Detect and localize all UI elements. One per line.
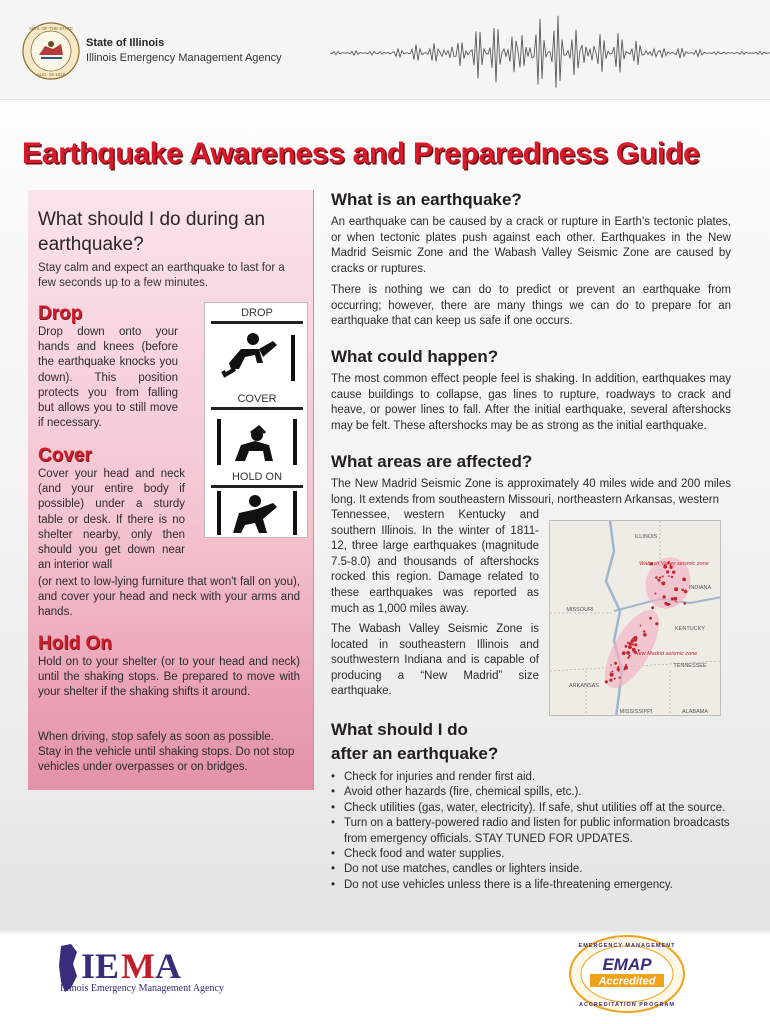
epicenter-dot	[662, 595, 665, 598]
epicenter-dot	[671, 597, 674, 600]
epicenter-dot	[634, 636, 638, 640]
during-earthquake-panel	[28, 190, 314, 790]
seismic-zone-map	[549, 520, 721, 716]
divider	[211, 407, 303, 410]
epicenter-dot	[671, 576, 673, 578]
checklist-item: • Turn on a battery-powered radio and listen for public information broadcasts from emergency officials. STAY TUNED FOR UPDATES.	[331, 816, 739, 847]
epicenter-dot	[618, 670, 620, 672]
epicenter-dot	[611, 671, 613, 673]
what-is-p2: There is nothing we can do to predict or prevent an earthquake from occurring; however, there are many things we can do to prepare for an earthquake that can keep us safe if one occurs.	[331, 284, 731, 328]
areas-p1b: Tennessee, western Kentucky and southern Illinois. In the winter of 1811-12, three large earthquakes (magnitude 7.5-8.0) and thousands of aftershocks rocked this region. Damage related to these earthquakes was reported as much as 1,000 miles away.	[331, 509, 539, 615]
hold-title: Hold On	[38, 633, 112, 654]
pictogram-label-hold: HOLD ON	[231, 471, 283, 483]
after-heading-1: What should I do	[331, 720, 468, 739]
epicenter-dot	[657, 579, 659, 581]
epicenter-dot	[651, 606, 654, 609]
map-label-indiana: INDIANA	[688, 585, 712, 591]
epicenter-dot	[610, 664, 612, 666]
divider	[211, 321, 303, 324]
epicenter-dot	[662, 575, 664, 577]
epicenter-dot	[629, 642, 632, 645]
svg-text:M: M	[121, 946, 155, 986]
epicenter-dot	[624, 666, 628, 670]
map-label-arkansas: ARKANSAS	[569, 683, 599, 689]
after-heading-2: after an earthquake?	[331, 744, 499, 763]
after-checklist	[331, 770, 739, 893]
state-seal-icon	[22, 22, 80, 80]
checklist-item: • Do not use vehicles unless there is a life-threatening emergency.	[331, 878, 739, 893]
hold-body: Hold on to your shelter (or to your head and neck) until the shaking stops. Be prepared to move with your shelter if the shaking shifts it around.	[38, 656, 300, 699]
epicenter-dot	[629, 655, 631, 657]
epicenter-dot	[631, 638, 633, 640]
epicenter-dot	[649, 617, 652, 620]
divider	[211, 485, 303, 488]
epicenter-dot	[661, 581, 665, 585]
hold-on-pictogram-icon	[211, 489, 303, 537]
map-label-mississippi: MISSISSIPPI	[619, 709, 653, 715]
map-label-kentucky: KENTUCKY	[675, 626, 705, 632]
epicenter-dot	[668, 575, 670, 577]
epicenter-dot	[634, 643, 637, 646]
epicenter-dot	[643, 630, 645, 632]
epicenter-dot	[655, 576, 658, 579]
epicenter-dot	[673, 597, 677, 601]
iema-subtitle: Illinois Emergency Management Agency	[60, 983, 224, 994]
svg-text:I: I	[81, 946, 96, 986]
agency-name: Illinois Emergency Management Agency	[86, 52, 282, 64]
seismic-map-graphic	[550, 521, 721, 716]
epicenter-dot	[625, 645, 628, 648]
checklist-item: • Check for injuries and render first aid.	[331, 770, 739, 785]
epicenter-dot	[619, 677, 621, 679]
checklist-item: • Check food and water supplies.	[331, 847, 739, 862]
page-title: Earthquake Awareness and Preparedness Guide	[22, 137, 700, 170]
what-is-p1: An earthquake can be caused by a crack or rupture in Earth's tectonic plates, or when tectonic plates push against each other. Earthquakes in the New Madrid Seismic Zone and the Wabash Valley Seismic Zone are caused by cracks or ruptures.	[331, 216, 731, 275]
epicenter-dot	[640, 625, 642, 627]
svg-text:SEAL OF THE STATE: SEAL OF THE STATE	[28, 26, 74, 31]
header	[0, 0, 770, 100]
svg-text:EMERGENCY MANAGEMENT: EMERGENCY MANAGEMENT	[578, 943, 676, 949]
what-could-happen-p: The most common effect people feel is shaking. In addition, earthquakes may cause buildings to collapse, gas lines to rupture, roadways to crack and heave, or power lines to fall. After the initial earthquake, several aftershocks may be felt. These aftershocks may be as strong as the initial earthquake.	[331, 373, 731, 432]
drop-pictogram-icon	[211, 329, 303, 383]
epicenter-dot	[622, 651, 626, 655]
cover-body-a: Cover your head and neck (and your entire body if possible) under a sturdy table or desk. If there is no shelter nearby, only then should you get down near an interior wall	[38, 468, 185, 572]
epicenter-dot	[672, 571, 675, 574]
during-heading: What should I do during an earthquake?	[38, 209, 266, 255]
svg-text:ACCREDITATION PROGRAM: ACCREDITATION PROGRAM	[579, 1002, 675, 1008]
epicenter-dot	[664, 602, 667, 605]
pictogram-label-drop: DROP	[241, 307, 273, 319]
drop-body: Drop down onto your hands and knees (before the earthquake knocks you down). This position protects you from falling but allows you to still move if necessary.	[38, 326, 178, 430]
map-label-wabash: Wabash Valley seismic zone	[639, 561, 709, 567]
epicenter-dot	[614, 678, 616, 680]
cover-title: Cover	[38, 445, 92, 466]
epicenter-dot	[674, 587, 678, 591]
map-label-new-madrid: New Madrid seismic zone	[634, 651, 698, 657]
epicenter-dot	[684, 602, 687, 605]
epicenter-dot	[659, 577, 661, 579]
pictogram-label-cover: COVER	[237, 393, 277, 405]
epicenter-dot	[643, 633, 647, 637]
checklist-item: • Do not use matches, candles or lighters inside.	[331, 862, 739, 877]
drop-cover-hold-pictograms	[204, 302, 308, 538]
epicenter-dot	[666, 570, 669, 573]
map-label-tennessee: TENNESSEE	[673, 663, 707, 669]
what-is-heading: What is an earthquake?	[331, 190, 522, 209]
epicenter-dot	[681, 589, 684, 592]
svg-text:AUG. 26 1818: AUG. 26 1818	[36, 72, 66, 77]
svg-text:E: E	[95, 946, 120, 986]
svg-text:A: A	[155, 946, 181, 986]
cover-pictogram-icon	[211, 415, 303, 469]
epicenter-dot	[684, 590, 688, 594]
epicenter-dot	[655, 622, 658, 625]
epicenter-dot	[627, 657, 629, 659]
epicenter-dot	[632, 643, 634, 645]
epicenter-dot	[614, 662, 617, 665]
emap-accredited-seal-icon	[568, 934, 686, 1014]
map-label-illinois: ILLINOIS	[634, 534, 658, 540]
state-name: State of Illinois	[86, 37, 165, 49]
what-could-happen-heading: What could happen?	[331, 347, 499, 366]
svg-text:EMAP: EMAP	[602, 955, 652, 974]
epicenter-dot	[609, 679, 612, 682]
areas-p2: The Wabash Valley Seismic Zone is located in southeastern Illinois and southwestern Indiana and is capable of producing a “New Madrid” size earthquake.	[331, 623, 539, 698]
epicenter-dot	[675, 601, 677, 603]
driving-note: When driving, stop safely as soon as possible. Stay in the vehicle until shaking stops. Do not stop vehicles under overpasses or on bridges.	[38, 731, 295, 774]
epicenter-dot	[610, 672, 612, 674]
areas-heading: What areas are affected?	[331, 452, 533, 471]
drop-title: Drop	[38, 303, 83, 324]
epicenter-dot	[626, 651, 630, 655]
svg-text:Accredited: Accredited	[598, 975, 656, 988]
checklist-item: • Check utilities (gas, water, electricity). If safe, shut utilities off at the source.	[331, 801, 739, 816]
epicenter-dot	[628, 645, 632, 649]
seismograph-icon	[330, 8, 770, 98]
map-label-alabama: ALABAMA	[682, 709, 708, 715]
epicenter-dot	[669, 603, 671, 605]
during-intro: Stay calm and expect an earthquake to last for a few seconds up to a few minutes.	[38, 262, 285, 289]
areas-p1a: The New Madrid Seismic Zone is approximately 40 miles wide and 200 miles long. It extends from southeastern Missouri, northeastern Arkansas, western	[331, 478, 731, 506]
epicenter-dot	[655, 593, 657, 595]
epicenter-dot	[605, 680, 608, 683]
epicenter-dot	[682, 578, 686, 582]
checklist-item: • Avoid other hazards (fire, chemical spills, etc.).	[331, 785, 739, 800]
cover-body-b: (or next to low-lying furniture that won't fall on you), and cover your head and neck with your arms and hands.	[38, 576, 300, 619]
map-label-missouri: MISSOURI	[566, 607, 594, 613]
